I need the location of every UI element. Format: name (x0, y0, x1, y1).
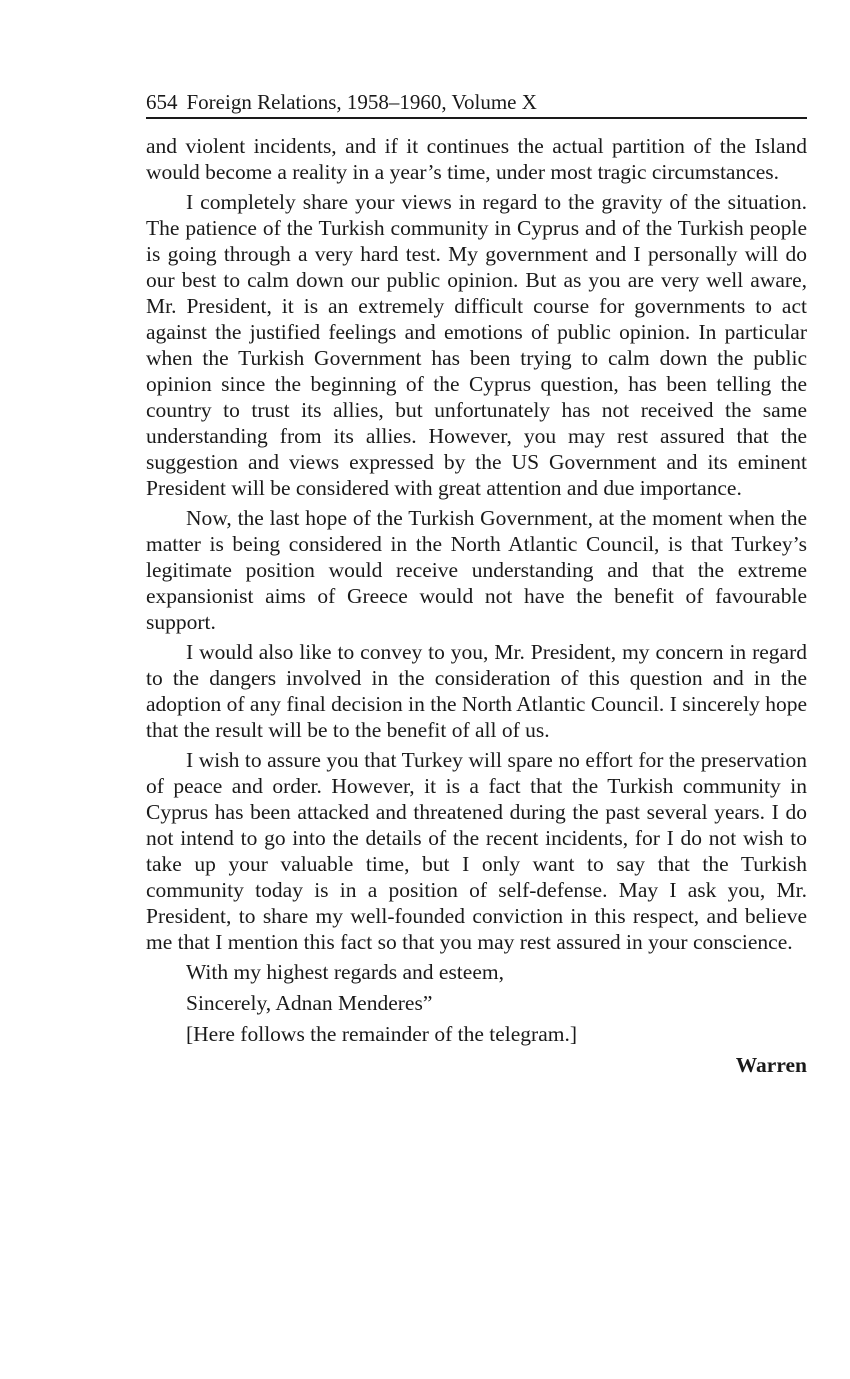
document-page (146, 88, 807, 1078)
closing-sign-off: Sincerely, Adnan Menderes” (186, 991, 433, 1015)
signature: Warren (735, 1053, 807, 1077)
paragraph: I would also like to convey to you, Mr. President, my concern in regard to the dangers involved in the consideration of this question and in the adoption of any final decision in the North Atlantic Council. I sincerely hope that the result will be to the benefit of all of us. (146, 640, 807, 742)
page-number: 654 (146, 90, 178, 114)
paragraph: I completely share your views in regard to the gravity of the situation. The patience of the Turkish community in Cyprus and of the Turkish people is going through a very hard test. My government and I personally will do our best to calm down our public opinion. But as you are very well aware, Mr. President, it is an extremely difficult course for governments to act against the justified feelings and emotions of public opinion. In particular when the Turkish Government has been trying to calm down the public opinion since the beginning of the Cyprus question, has been telling the country to trust its allies, but unfortunately has not received the same understanding from its allies. However, you may rest assured that the suggestion and views expressed by the US Government and its eminent President will be considered with great attention and due importance. (146, 190, 807, 500)
paragraph: Now, the last hope of the Turkish Government, at the moment when the matter is being considered in the North Atlantic Council, is that Turkey’s legitimate position would receive understanding and that the extreme expansionist aims of Greece would not have the benefit of favourable support. (146, 506, 807, 634)
paragraph-continuation: and violent incidents, and if it continues the actual partition of the Island would become a reality in a year’s time, under most tragic circumstances. (146, 134, 807, 184)
running-header (146, 88, 807, 119)
editorial-note: [Here follows the remainder of the telegram.] (186, 1022, 578, 1046)
running-title: Foreign Relations, 1958–1960, Volume X (186, 90, 537, 114)
closing-regards: With my highest regards and esteem, (186, 960, 504, 984)
document-body (146, 133, 807, 955)
paragraph: I wish to assure you that Turkey will spare no effort for the preservation of peace and order. However, it is a fact that the Turkish community in Cyprus has been attacked and threatened during the past several years. I do not intend to go into the details of the recent incidents, for I do not wish to take up your valuable time, but I only want to say that the Turkish community today is in a position of self-defense. May I ask you, Mr. President, to share my well-founded conviction in this respect, and believe me that I mention this fact so that you may rest assured in your conscience. (146, 748, 807, 954)
